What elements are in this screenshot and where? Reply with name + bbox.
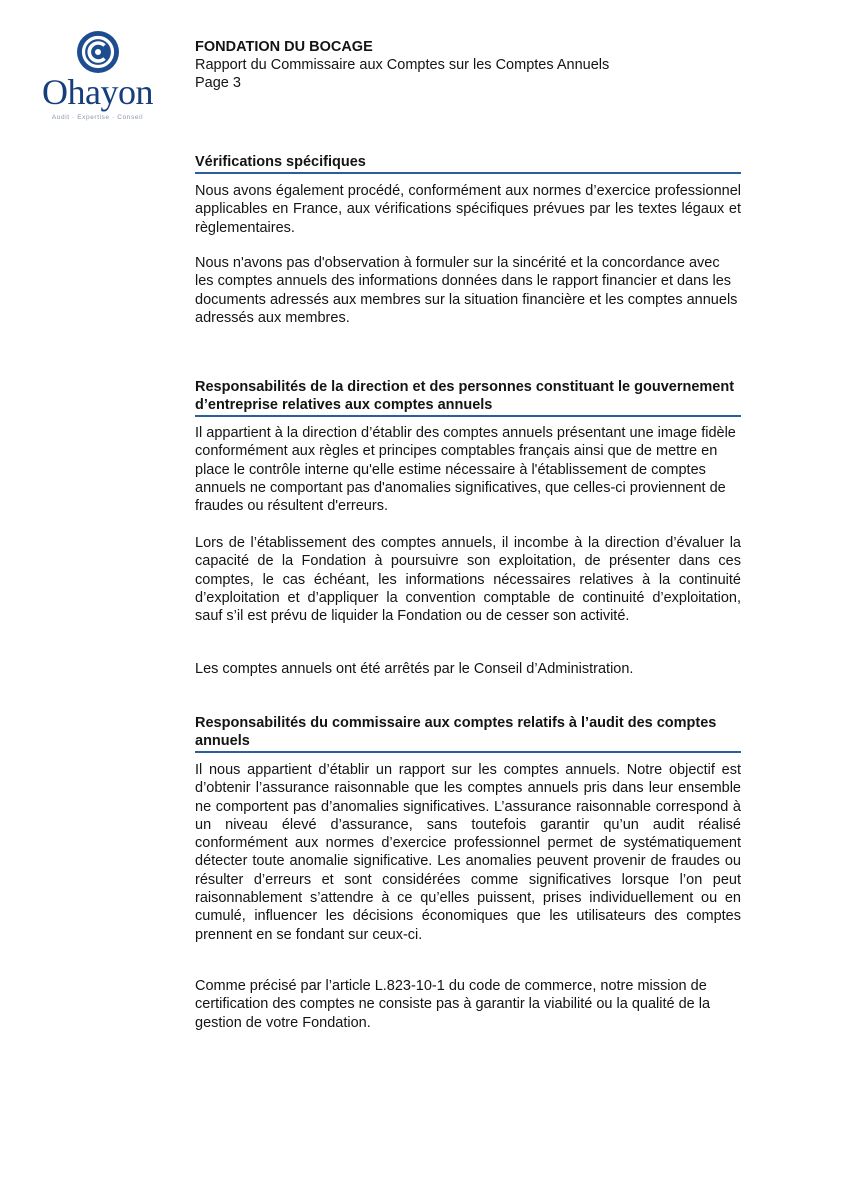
- page-number: Page 3: [195, 75, 241, 91]
- section-3-paragraph-2: Comme précisé par l’article L.823-10-1 du code de commerce, notre mission de certification des comptes ne consiste pas à garantir la viabilité ou la qualité de la gestion de votre Fondation.: [195, 978, 711, 1031]
- company-logo: [30, 30, 165, 125]
- section-2-paragraph-1: Il appartient à la direction d’établir des comptes annuels présentant une image fidèle conformément aux règles et principes comptables français ainsi que de mettre en place le contrôle interne qu'elle estime nécessaire à l'établissement de comptes annuels ne comportant pas d'anomalies significatives, que celles-ci proviennent de fraudes ou résultent d'erreurs.: [195, 425, 736, 515]
- section-1-paragraph-2: Nous n'avons pas d'observation à formuler sur la sincérité et la concordance avec les comptes annuels des informations données dans le rapport financier et dans les documents adressés aux membres sur la situation financière et les comptes annuels adressés aux membres.: [195, 255, 738, 326]
- section-2-paragraph-3: Les comptes annuels ont été arrêtés par le Conseil d’Administration.: [195, 661, 634, 677]
- section-2-paragraph-2: Lors de l’établissement des comptes annuels, il incombe à la direction d’évaluer la capacité de la Fondation à poursuivre son exploitation, de présenter dans ces comptes, le cas échéant, les informations nécessaires relatives à la continuité d’exploitation et d’appliquer la convention comptable de continuité d’exploitation, sauf s’il est prévu de liquider la Fondation ou de cesser son activité.: [195, 535, 741, 625]
- section-title-verifications: Vérifications spécifiques: [195, 153, 741, 174]
- ohayon-logo-icon: [76, 30, 120, 74]
- report-title: Rapport du Commissaire aux Comptes sur les Comptes Annuels: [195, 57, 610, 73]
- logo-tagline: Audit · Expertise · Conseil: [51, 114, 144, 121]
- organization-name: FONDATION DU BOCAGE: [195, 39, 373, 55]
- section-1-paragraph-1: Nous avons également procédé, conformément aux normes d’exercice professionnel applicables en France, aux vérifications spécifiques prévues par les textes légaux et règlementaires.: [195, 183, 741, 236]
- section-title-responsabilites-commissaire: Responsabilités du commissaire aux comptes relatifs à l’audit des comptes annuels: [195, 714, 741, 753]
- section-title-responsabilites-direction: Responsabilités de la direction et des personnes constituant le gouvernement d’entreprise relatives aux comptes annuels: [195, 378, 741, 417]
- section-3-paragraph-1: Il nous appartient d’établir un rapport sur les comptes annuels. Notre objectif est d’obtenir l’assurance raisonnable que les comptes annuels pris dans leur ensemble ne comportent pas d’anomalies significatives. L’assurance raisonnable correspond à un niveau élevé d’assurance, sans toutefois garantir qu’un audit réalisé conformément aux normes d’exercice professionnel permet de systématiquement détecter toute anomalie significative. Les anomalies peuvent provenir de fraudes ou résulter d’erreurs et sont considérées comme significatives lorsque l’on peut raisonnablement s’attendre à ce qu’elles puissent, prises individuellement ou en cumulé, influencer les décisions économiques que les utilisateurs des comptes prennent en se fondant sur ceux-ci.: [195, 762, 741, 943]
- document-header: [195, 38, 609, 92]
- logo-wordmark: Ohayon: [42, 72, 153, 112]
